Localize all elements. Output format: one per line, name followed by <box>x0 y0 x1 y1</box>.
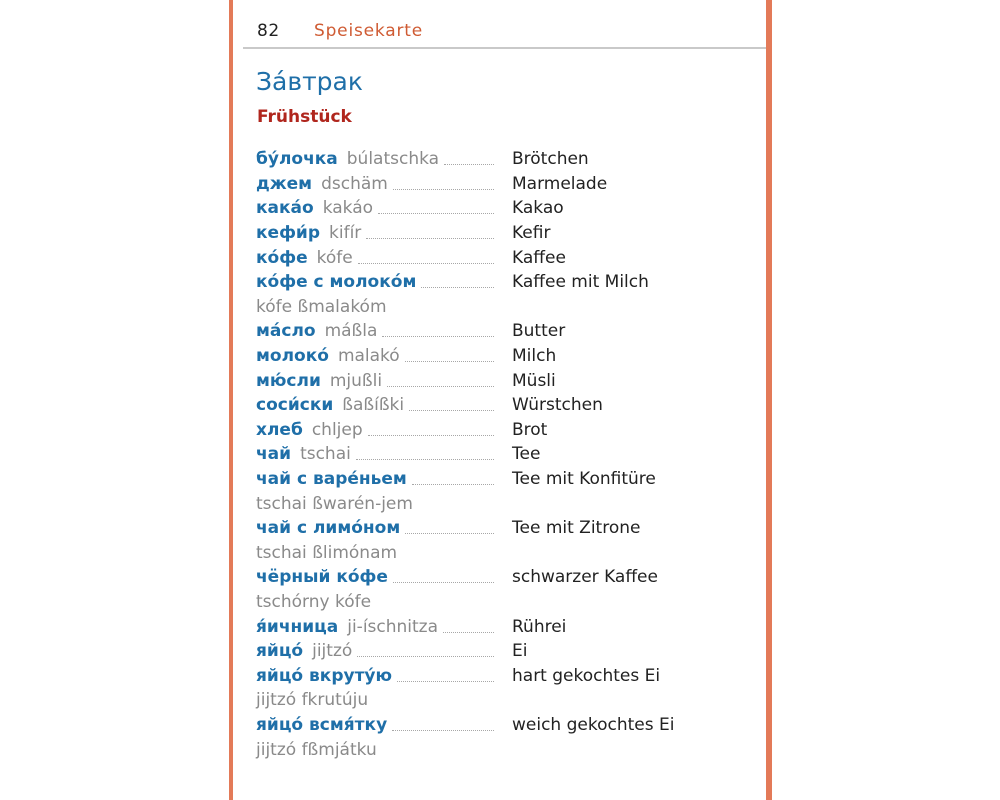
german-translation: Milch <box>512 346 557 367</box>
vocab-entry <box>256 270 756 319</box>
transliteration: kófe <box>316 247 353 268</box>
german-translation: Tee mit Zitrone <box>512 518 641 539</box>
german-translation: weich gekochtes Ei <box>512 714 675 735</box>
vocab-entry <box>256 614 756 639</box>
dot-leader <box>393 188 494 190</box>
page-header <box>243 0 766 48</box>
german-translation: Kefir <box>512 223 551 244</box>
transliteration: malakó <box>337 346 400 367</box>
dot-leader <box>397 680 494 682</box>
russian-term: молокó <box>256 346 329 367</box>
russian-term: какáо <box>256 198 314 219</box>
dot-leader <box>392 729 494 731</box>
page-edge-right <box>766 0 772 800</box>
transliteration: jijtzó fßmjátku <box>256 739 377 760</box>
vocabulary-list <box>256 147 756 762</box>
vocab-entry <box>256 418 756 443</box>
transliteration: ßaßíßki <box>342 395 405 416</box>
transliteration: kófe ßmalakóm <box>256 296 387 317</box>
transliteration: dschäm <box>321 173 388 194</box>
german-translation: Brötchen <box>512 149 589 170</box>
russian-term: я́ичница <box>256 616 339 637</box>
transliteration: kakáo <box>322 198 374 219</box>
russian-term: мю́сли <box>256 370 321 391</box>
german-translation: Kaffee mit Milch <box>512 272 649 293</box>
vocab-entry <box>256 368 756 393</box>
russian-term: кóфе с молокóм <box>256 272 417 293</box>
dot-leader <box>405 532 494 534</box>
vocab-entry <box>256 196 756 221</box>
section-subtitle: Frühstück <box>257 107 352 127</box>
russian-term: кóфе <box>256 247 308 268</box>
dot-leader <box>368 434 494 436</box>
transliteration: chljep <box>311 419 363 440</box>
german-translation: Ei <box>512 641 528 662</box>
german-translation: Marmelade <box>512 173 608 194</box>
russian-term: чай <box>256 444 292 465</box>
russian-term: яйцó всмя́тку <box>256 714 388 735</box>
dot-leader <box>378 212 494 214</box>
transliteration: tschórny kófe <box>256 591 372 612</box>
vocab-entry <box>256 663 756 712</box>
transliteration: tschai ßwarén-jem <box>256 493 413 514</box>
vocab-entry <box>256 565 756 614</box>
dot-leader <box>412 483 494 485</box>
russian-term: джем <box>256 173 313 194</box>
transliteration: ji-íschnitza <box>347 616 439 637</box>
dot-leader <box>356 458 494 460</box>
vocab-entry <box>256 172 756 197</box>
page-edge-left <box>229 0 233 800</box>
dot-leader <box>393 581 494 583</box>
german-translation: Kakao <box>512 198 564 219</box>
german-translation: schwarzer Kaffee <box>512 567 658 588</box>
vocab-entry <box>256 516 756 565</box>
transliteration: máßla <box>324 321 378 342</box>
german-translation: Butter <box>512 321 566 342</box>
vocab-entry <box>256 713 756 762</box>
german-translation: Tee mit Konfitüre <box>512 469 656 490</box>
vocab-entry <box>256 393 756 418</box>
dot-leader <box>387 385 494 387</box>
transliteration: jijtzó <box>312 641 353 662</box>
transliteration: tschai <box>300 444 351 465</box>
transliteration: búlatschka <box>346 149 440 170</box>
transliteration: tschai ßlimónam <box>256 542 398 563</box>
dot-leader <box>366 237 494 239</box>
section-title: Зáвтрак <box>256 67 363 96</box>
dot-leader <box>357 655 494 657</box>
vocab-entry <box>256 467 756 516</box>
dot-leader <box>405 360 494 362</box>
russian-term: чёрный кóфе <box>256 567 388 588</box>
dot-leader <box>443 631 494 633</box>
dot-leader <box>382 335 494 337</box>
page-number: 82 <box>257 21 280 41</box>
transliteration: kifír <box>329 223 362 244</box>
german-translation: hart gekochtes Ei <box>512 665 661 686</box>
german-translation: Müsli <box>512 370 556 391</box>
russian-term: чай с варе́ньем <box>256 469 407 490</box>
russian-term: яйцó <box>256 641 304 662</box>
running-head: Speisekarte <box>314 21 423 41</box>
vocab-entry <box>256 442 756 467</box>
german-translation: Würstchen <box>512 395 603 416</box>
vocab-entry <box>256 344 756 369</box>
german-translation: Brot <box>512 419 548 440</box>
russian-term: мáсло <box>256 321 316 342</box>
transliteration: mjußli <box>329 370 383 391</box>
russian-term: хлеб <box>256 419 303 440</box>
vocab-entry <box>256 147 756 172</box>
dot-leader <box>358 262 494 264</box>
dot-leader <box>409 409 494 411</box>
dot-leader <box>421 286 494 288</box>
german-translation: Rührei <box>512 616 567 637</box>
vocab-entry <box>256 639 756 664</box>
german-translation: Kaffee <box>512 247 566 268</box>
german-translation: Tee <box>512 444 541 465</box>
russian-term: яйцó вкруту́ю <box>256 665 393 686</box>
russian-term: бу́лочка <box>256 149 338 170</box>
russian-term: чай с лимóном <box>256 518 401 539</box>
russian-term: соси́ски <box>256 395 334 416</box>
dot-leader <box>444 163 494 165</box>
vocab-entry <box>256 221 756 246</box>
transliteration: jijtzó fkrutúju <box>256 690 369 711</box>
russian-term: кефи́р <box>256 223 321 244</box>
vocab-entry <box>256 319 756 344</box>
vocab-entry <box>256 245 756 270</box>
header-rule <box>243 47 766 49</box>
